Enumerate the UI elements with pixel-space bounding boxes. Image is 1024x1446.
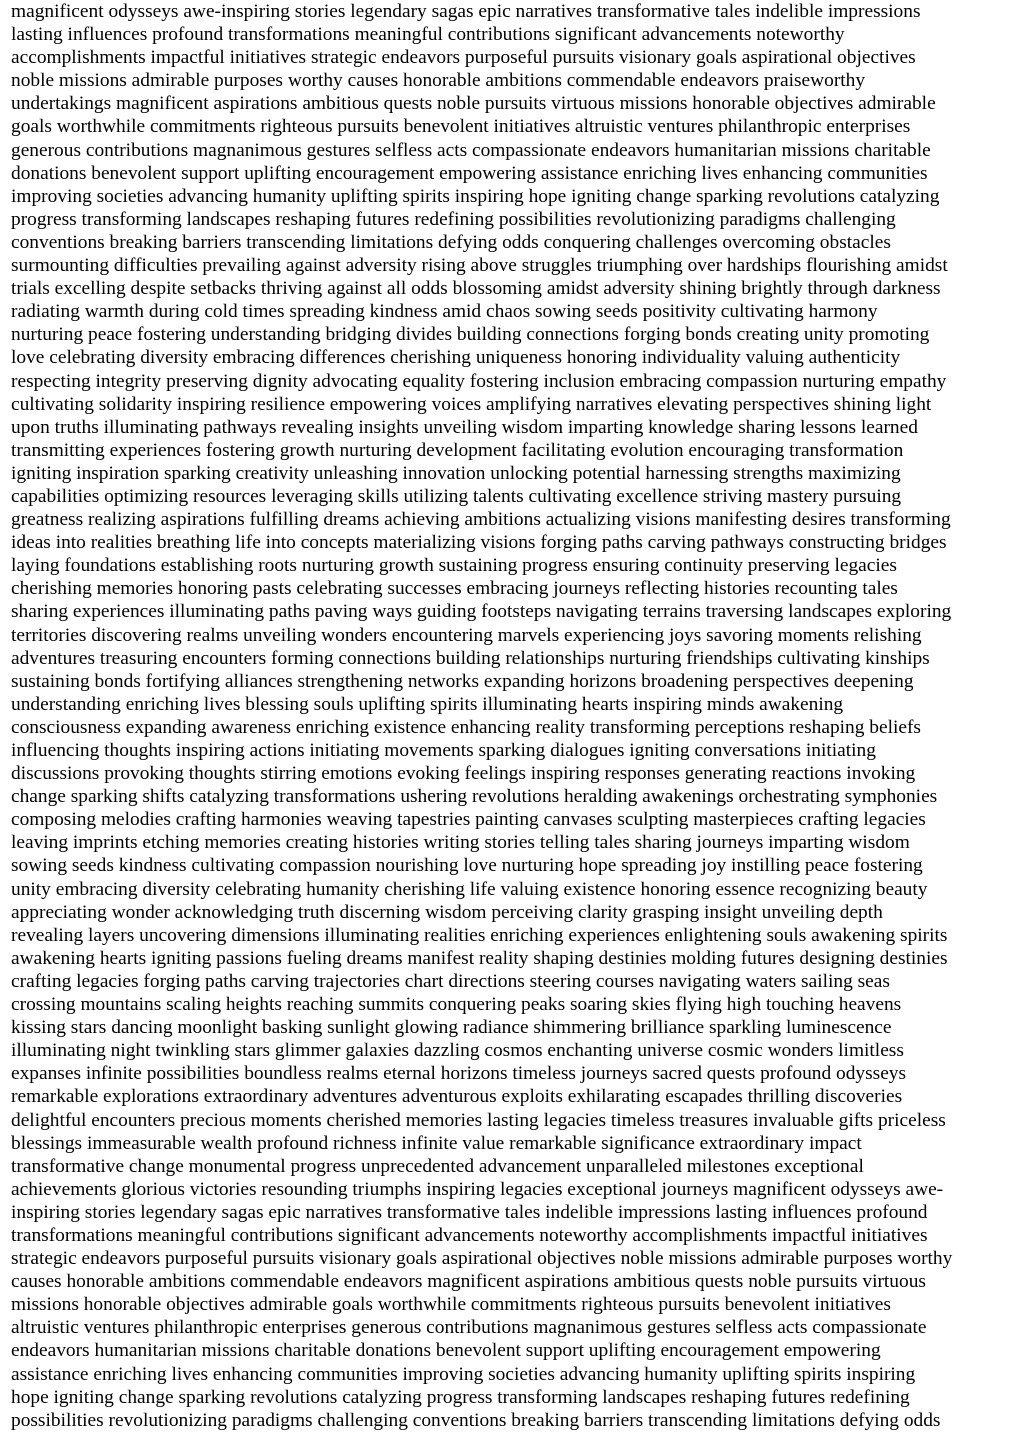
text-line: discussions provoking thoughts stirring emotions evoking feelings inspiring responses generating reactions invoking: [11, 763, 916, 785]
text-line: conventions breaking barriers transcending limitations defying odds conquering challenges overcoming obstacles: [11, 231, 891, 253]
text-line: causes honorable ambitions commendable endeavors magnificent aspirations ambitious quests noble pursuits virtuous: [11, 1271, 926, 1293]
text-line: unity embracing diversity celebrating humanity cherishing life valuing existence honoring essence recognizing beauty: [11, 878, 928, 900]
text-line: achievements glorious victories resounding triumphs inspiring legacies exceptional journeys magnificent odysseys awe-: [11, 1178, 944, 1200]
text-line: improving societies advancing humanity uplifting spirits inspiring hope igniting change sparking revolutions catalyzing: [11, 185, 940, 207]
text-line: radiating warmth during cold times spreading kindness amid chaos sowing seeds positivity cultivating harmony: [11, 301, 878, 323]
text-line: possibilities revolutionizing paradigms challenging conventions breaking barriers transcending limitations defying odds: [11, 1409, 941, 1431]
text-line: illuminating night twinkling stars glimmer galaxies dazzling cosmos enchanting universe cosmic wonders limitless: [11, 1040, 904, 1062]
text-line: noble missions admirable purposes worthy causes honorable ambitions commendable endeavors praiseworthy: [11, 70, 866, 92]
text-line: sharing experiences illuminating paths paving ways guiding footsteps navigating terrains traversing landscapes exploring: [11, 601, 952, 623]
text-line: laying foundations establishing roots nurturing growth sustaining progress ensuring continuity preserving legacies: [11, 555, 897, 577]
text-line: strategic endeavors purposeful pursuits visionary goals aspirational objectives noble missions admirable purposes worthy: [11, 1248, 953, 1270]
text-line: ideas into realities breathing life into concepts materializing visions forging paths carving pathways constructing bridges: [11, 532, 947, 554]
text-line: upon truths illuminating pathways revealing insights unveiling wisdom imparting knowledge sharing lessons learned: [11, 416, 918, 438]
text-line: generous contributions magnanimous gestures selfless acts compassionate endeavors humanitarian missions charitable: [11, 139, 931, 161]
text-line: adventures treasuring encounters forming connections building relationships nurturing friendships cultivating kinships: [11, 647, 930, 669]
text-line: altruistic ventures philanthropic enterprises generous contributions magnanimous gestures selfless acts compassionate: [11, 1317, 927, 1339]
text-line: transformative change monumental progress unprecedented advancement unparalleled milestones exceptional: [11, 1155, 864, 1177]
text-line: sustaining bonds fortifying alliances strengthening networks expanding horizons broadening perspectives deepening: [11, 670, 914, 692]
text-line: expanses infinite possibilities boundless realms eternal horizons timeless journeys sacred quests profound odysseys: [11, 1063, 907, 1085]
text-line: kissing stars dancing moonlight basking sunlight glowing radiance shimmering brilliance sparkling luminescence: [11, 1017, 892, 1039]
text-line: change sparking shifts catalyzing transformations ushering revolutions heralding awakenings orchestrating symphonies: [11, 786, 938, 808]
text-line: influencing thoughts inspiring actions initiating movements sparking dialogues igniting conversations initiating: [11, 740, 876, 761]
document-body: [11, 0, 1018, 1432]
text-line: leaving imprints etching memories creating histories writing stories telling tales sharing journeys imparting wisdom: [11, 832, 910, 854]
text-line: nurturing peace fostering understanding bridging divides building connections forging bonds creating unity promoting: [11, 324, 930, 346]
text-line: sowing seeds kindness cultivating compassion nourishing love nurturing hope spreading joy instilling peace fostering: [11, 855, 923, 877]
text-line: hope igniting change sparking revolutions catalyzing progress transforming landscapes reshaping futures redefining: [11, 1386, 910, 1408]
text-line: inspiring stories legendary sagas epic narratives transformative tales indelible impressions lasting influences profound: [11, 1201, 928, 1223]
text-line: understanding enriching lives blessing souls uplifting spirits illuminating hearts inspiring minds awakening: [11, 693, 844, 715]
text-line: transformations meaningful contributions significant advancements noteworthy accomplishments impactful initiatives: [11, 1224, 928, 1246]
text-line: love celebrating diversity embracing differences cherishing uniqueness honoring individuality valuing authenticity: [11, 347, 901, 369]
text-line: delightful encounters precious moments cherished memories lasting legacies timeless treasures invaluable gifts priceless: [11, 1109, 946, 1131]
text-line: appreciating wonder acknowledging truth discerning wisdom perceiving clarity grasping insight unveiling depth: [11, 901, 883, 923]
text-line: igniting inspiration sparking creativity unleashing innovation unlocking potential harnessing strengths maximizing: [11, 462, 901, 484]
text-line: magnificent odysseys awe-inspiring stories legendary sagas epic narratives transformative tales indelible impressions: [11, 1, 921, 22]
text-line: consciousness expanding awareness enriching existence enhancing reality transforming perceptions reshaping beliefs: [11, 716, 921, 738]
text-line: crafting legacies forging paths carving trajectories chart directions steering courses navigating waters sailing seas: [11, 970, 890, 992]
text-line: donations benevolent support uplifting encouragement empowering assistance enriching lives enhancing communities: [11, 162, 928, 184]
text-line: missions honorable objectives admirable goals worthwhile commitments righteous pursuits benevolent initiatives: [11, 1294, 891, 1316]
text-line: trials excelling despite setbacks thriving against all odds blossoming amidst adversity shining brightly through darkness: [11, 278, 941, 300]
text-line: cherishing memories honoring pasts celebrating successes embracing journeys reflecting histories recounting tales: [11, 578, 898, 600]
text-line: progress transforming landscapes reshaping futures redefining possibilities revolutionizing paradigms challenging: [11, 208, 896, 230]
text-line: awakening hearts igniting passions fueling dreams manifest reality shaping destinies molding futures designing destinies: [11, 947, 948, 969]
text-line: assistance enriching lives enhancing communities improving societies advancing humanity uplifting spirits inspiring: [11, 1363, 916, 1385]
text-line: undertakings magnificent aspirations ambitious quests noble pursuits virtuous missions honorable objectives admirable: [11, 93, 936, 115]
text-line: territories discovering realms unveiling wonders encountering marvels experiencing joys savoring moments relishing: [11, 624, 922, 646]
text-line: capabilities optimizing resources leveraging skills utilizing talents cultivating excellence striving mastery pursuing: [11, 485, 902, 507]
text-line: respecting integrity preserving dignity advocating equality fostering inclusion embracing compassion nurturing empathy: [11, 370, 947, 392]
text-line: lasting influences profound transformations meaningful contributions significant advancements noteworthy: [11, 24, 845, 46]
text-line: surmounting difficulties prevailing against adversity rising above struggles triumphing over hardships flourishing amidst: [11, 255, 948, 277]
text-line: goals worthwhile commitments righteous pursuits benevolent initiatives altruistic ventures philanthropic enterprises: [11, 116, 911, 138]
text-line: blessings immeasurable wealth profound richness infinite value remarkable significance extraordinary impact: [11, 1132, 862, 1154]
text-line: endeavors humanitarian missions charitable donations benevolent support uplifting encouragement empowering: [11, 1340, 881, 1362]
text-line: revealing layers uncovering dimensions illuminating realities enriching experiences enlightening souls awakening spirits: [11, 924, 948, 946]
text-line: transmitting experiences fostering growth nurturing development facilitating evolution encouraging transformation: [11, 439, 904, 461]
text-line: greatness realizing aspirations fulfilling dreams achieving ambitions actualizing visions manifesting desires transforming: [11, 509, 951, 531]
text-line: remarkable explorations extraordinary adventures adventurous exploits exhilarating escapades thrilling discoveries: [11, 1086, 903, 1108]
text-line: crossing mountains scaling heights reaching summits conquering peaks soaring skies flying high touching heavens: [11, 994, 902, 1016]
text-line: accomplishments impactful initiatives strategic endeavors purposeful pursuits visionary goals aspirational objectives: [11, 47, 916, 69]
text-line: cultivating solidarity inspiring resilience empowering voices amplifying narratives elevating perspectives shining light: [11, 393, 932, 415]
text-line: composing melodies crafting harmonies weaving tapestries painting canvases sculpting masterpieces crafting legacies: [11, 809, 926, 831]
